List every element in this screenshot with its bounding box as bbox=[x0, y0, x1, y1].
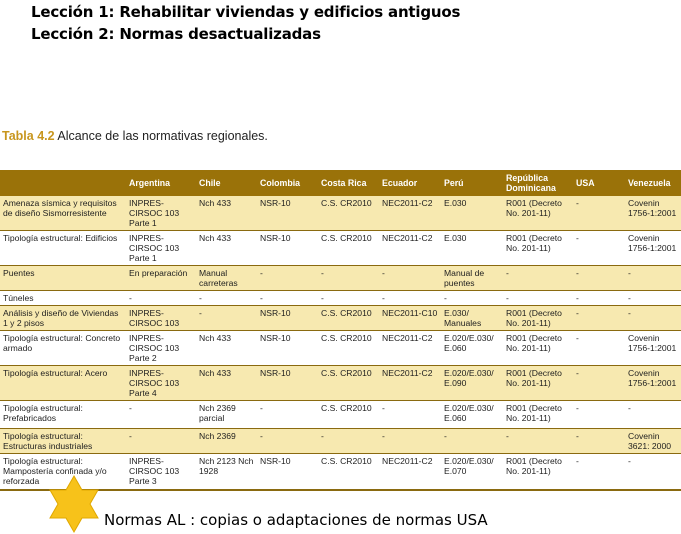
table-cell: - bbox=[379, 291, 441, 306]
table-caption bbox=[2, 129, 268, 143]
table-cell: - bbox=[573, 231, 625, 266]
table-cell: Covenin 1756-1:2001 bbox=[625, 366, 681, 401]
table-cell: C.S. CR2010 bbox=[318, 231, 379, 266]
table-cell: E.030 bbox=[441, 196, 503, 231]
table-cell: - bbox=[625, 454, 681, 490]
table-cell: E.030/ Manuales bbox=[441, 306, 503, 331]
table-cell: INPRES-CIRSOC 103 bbox=[126, 306, 196, 331]
table-cell: - bbox=[318, 291, 379, 306]
table-cell: - bbox=[379, 429, 441, 454]
table-cell: NEC2011-C2 bbox=[379, 196, 441, 231]
row-label-cell: Tipología estructural: Prefabricados bbox=[0, 401, 126, 429]
row-label-cell: Tipología estructural: Edificios bbox=[0, 231, 126, 266]
table-cell: - bbox=[318, 266, 379, 291]
table-cell: Nch 433 bbox=[196, 231, 257, 266]
table-cell: NEC2011-C2 bbox=[379, 366, 441, 401]
table-cell: - bbox=[625, 291, 681, 306]
header-cell bbox=[0, 170, 126, 196]
table-cell: - bbox=[126, 429, 196, 454]
header-cell: Perú bbox=[441, 170, 503, 196]
table-cell: - bbox=[379, 401, 441, 429]
table-cell: Covenin 3621: 2000 bbox=[625, 429, 681, 454]
table-cell: - bbox=[573, 266, 625, 291]
table-cell: - bbox=[573, 196, 625, 231]
table-cell: - bbox=[625, 401, 681, 429]
table-cell: NEC2011-C10 bbox=[379, 306, 441, 331]
table-cell: C.S. CR2010 bbox=[318, 196, 379, 231]
lessons-block bbox=[31, 1, 460, 45]
table-cell: R001 (Decreto No. 201-11) bbox=[503, 401, 573, 429]
table-cell: NEC2011-C2 bbox=[379, 454, 441, 490]
header-cell: Venezuela bbox=[625, 170, 681, 196]
table-cell: INPRES-CIRSOC 103 Parte 4 bbox=[126, 366, 196, 401]
table-cell: - bbox=[573, 454, 625, 490]
table-cell: C.S. CR2010 bbox=[318, 366, 379, 401]
table-cell: - bbox=[126, 401, 196, 429]
header-cell: Ecuador bbox=[379, 170, 441, 196]
table-cell: NSR-10 bbox=[257, 196, 318, 231]
table-cell: Covenin 1756-1:2001 bbox=[625, 231, 681, 266]
table-cell: - bbox=[257, 291, 318, 306]
table-cell: NSR-10 bbox=[257, 306, 318, 331]
table-row bbox=[0, 231, 681, 266]
table-cell: Covenin 1756-1:2001 bbox=[625, 196, 681, 231]
table-cell: C.S. CR2010 bbox=[318, 306, 379, 331]
table-cell: - bbox=[573, 306, 625, 331]
table-cell: C.S. CR2010 bbox=[318, 401, 379, 429]
table-cell: NSR-10 bbox=[257, 366, 318, 401]
table-cell: - bbox=[573, 366, 625, 401]
table-cell: R001 (Decreto No. 201-11) bbox=[503, 231, 573, 266]
table-caption-text: Alcance de las normativas regionales. bbox=[54, 129, 268, 143]
table-cell: NEC2011-C2 bbox=[379, 231, 441, 266]
table-cell: - bbox=[573, 291, 625, 306]
table-cell: - bbox=[625, 306, 681, 331]
table-cell: INPRES-CIRSOC 103 Parte 1 bbox=[126, 196, 196, 231]
row-label-cell: Análisis y diseño de Viviendas 1 y 2 pisos bbox=[0, 306, 126, 331]
row-label-cell: Tipología estructural: Mampostería confinada y/o reforzada bbox=[0, 454, 126, 490]
table-row bbox=[0, 331, 681, 366]
table-cell: Nch 2123 Nch 1928 bbox=[196, 454, 257, 490]
table-cell: Covenin 1756-1:2001 bbox=[625, 331, 681, 366]
header-cell: Costa Rica bbox=[318, 170, 379, 196]
header-cell: Chile bbox=[196, 170, 257, 196]
row-label-cell: Tipología estructural: Estructuras industriales bbox=[0, 429, 126, 454]
row-label-cell: Túneles bbox=[0, 291, 126, 306]
table-cell: NEC2011-C2 bbox=[379, 331, 441, 366]
table-row bbox=[0, 196, 681, 231]
header-cell: USA bbox=[573, 170, 625, 196]
table-cell: R001 (Decreto No. 201-11) bbox=[503, 454, 573, 490]
table-cell: - bbox=[318, 429, 379, 454]
table-cell: INPRES-CIRSOC 103 Parte 2 bbox=[126, 331, 196, 366]
table-cell: - bbox=[196, 291, 257, 306]
star-icon bbox=[45, 474, 103, 534]
table-cell: R001 (Decreto No. 201-11) bbox=[503, 306, 573, 331]
table-cell: - bbox=[441, 429, 503, 454]
table-header-row bbox=[0, 170, 681, 196]
table-cell: - bbox=[126, 291, 196, 306]
table-cell: - bbox=[625, 266, 681, 291]
table-row bbox=[0, 401, 681, 429]
table-body bbox=[0, 196, 681, 490]
table-row bbox=[0, 366, 681, 401]
table-cell: - bbox=[573, 401, 625, 429]
table-cell: - bbox=[196, 306, 257, 331]
table-cell: C.S. CR2010 bbox=[318, 331, 379, 366]
lesson-1: Lección 1: Rehabilitar viviendas y edificios antiguos bbox=[31, 3, 461, 21]
table-cell: - bbox=[257, 266, 318, 291]
table-row bbox=[0, 429, 681, 454]
table-cell: Nch 2369 bbox=[196, 429, 257, 454]
header-cell: Argentina bbox=[126, 170, 196, 196]
table-cell: Manual carreteras bbox=[196, 266, 257, 291]
header-cell: Colombia bbox=[257, 170, 318, 196]
table-cell: R001 (Decreto No. 201-11) bbox=[503, 196, 573, 231]
table-cell: Nch 433 bbox=[196, 366, 257, 401]
table-row bbox=[0, 306, 681, 331]
lesson-2: Lección 2: Normas desactualizadas bbox=[31, 25, 321, 43]
table-cell: NSR-10 bbox=[257, 454, 318, 490]
table-cell: INPRES-CIRSOC 103 Parte 3 bbox=[126, 454, 196, 490]
table-cell: NSR-10 bbox=[257, 231, 318, 266]
table-cell: INPRES-CIRSOC 103 Parte 1 bbox=[126, 231, 196, 266]
table-cell: - bbox=[503, 266, 573, 291]
table-cell: - bbox=[503, 429, 573, 454]
table-cell: Manual de puentes bbox=[441, 266, 503, 291]
header-cell: República Dominicana bbox=[503, 170, 573, 196]
table-cell: R001 (Decreto No. 201-11) bbox=[503, 366, 573, 401]
table-cell: Nch 433 bbox=[196, 331, 257, 366]
table-cell: - bbox=[573, 429, 625, 454]
table-cell: NSR-10 bbox=[257, 331, 318, 366]
normativas-table bbox=[0, 170, 681, 491]
table-row bbox=[0, 291, 681, 306]
table-cell: R001 (Decreto No. 201-11) bbox=[503, 331, 573, 366]
table-cell: Nch 2369 parcial bbox=[196, 401, 257, 429]
table-caption-number: Tabla 4.2 bbox=[2, 129, 55, 143]
table-cell: E.030 bbox=[441, 231, 503, 266]
row-label-cell: Tipología estructural: Concreto armado bbox=[0, 331, 126, 366]
table-row bbox=[0, 266, 681, 291]
table-cell: - bbox=[257, 429, 318, 454]
table-cell: E.020/E.030/ E.060 bbox=[441, 401, 503, 429]
table-cell: - bbox=[503, 291, 573, 306]
footer-note: Normas AL : copias o adaptaciones de normas USA bbox=[104, 511, 488, 529]
row-label-cell: Tipología estructural: Acero bbox=[0, 366, 126, 401]
table-cell: - bbox=[257, 401, 318, 429]
row-label-cell: Amenaza sísmica y requisitos de diseño Sismorresistente bbox=[0, 196, 126, 231]
row-label-cell: Puentes bbox=[0, 266, 126, 291]
table-cell: E.020/E.030/ E.090 bbox=[441, 366, 503, 401]
table-cell: En preparación bbox=[126, 266, 196, 291]
table-cell: - bbox=[441, 291, 503, 306]
table-cell: C.S. CR2010 bbox=[318, 454, 379, 490]
table-cell: E.020/E.030/ E.070 bbox=[441, 454, 503, 490]
table-cell: - bbox=[379, 266, 441, 291]
table-cell: Nch 433 bbox=[196, 196, 257, 231]
table-cell: - bbox=[573, 331, 625, 366]
table-cell: E.020/E.030/ E.060 bbox=[441, 331, 503, 366]
